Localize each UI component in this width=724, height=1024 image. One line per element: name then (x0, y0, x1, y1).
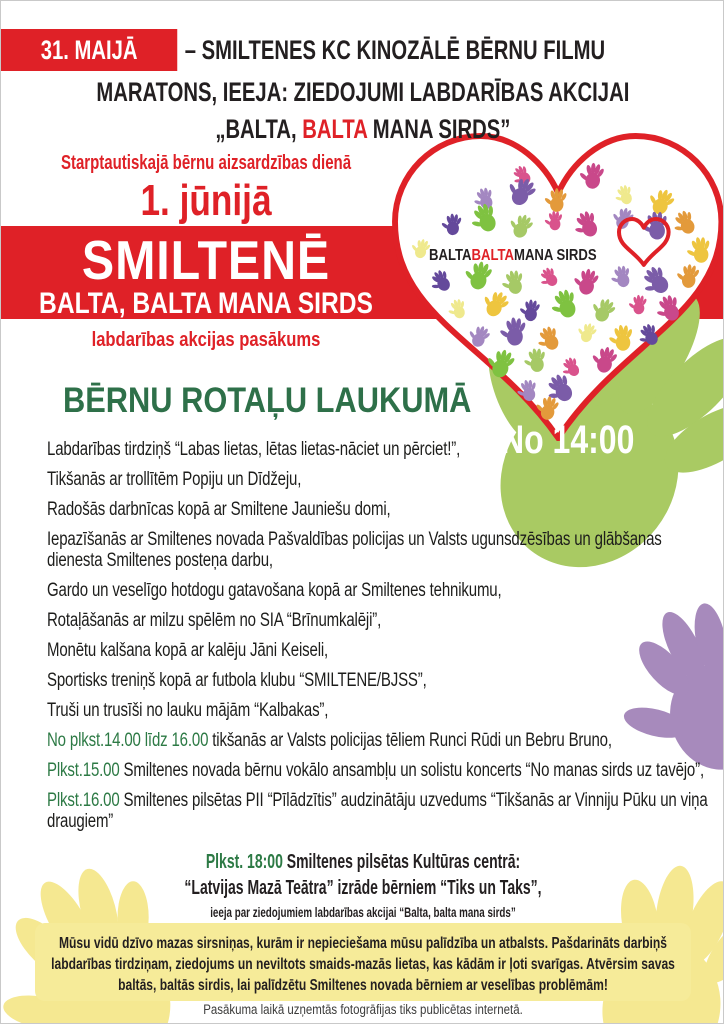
heart-label (429, 247, 597, 265)
heart-label-part3: MANA SIRDS (514, 247, 597, 264)
evening-line-3: ieeja par ziedojumiem labdarības akcijai “Balta, balta mana sirds” (210, 904, 516, 920)
activity-item (47, 640, 711, 661)
notice-text: Mūsu vidū dzīvo mazas sirsniņas, kurām ir nepieciešama mūsu palīdzība un atbalsts. Pašdarināts darbiņš labdarības tirdziņam, ziedojums un neviltots smaids-mazās lietas, kas kādām ir ļoti svarīgas. Atvērsim savas baltās, baltās sirdis, lai palīdzētu Smiltenes novada bērniem ar veselības problēmām! (51, 935, 675, 994)
activity-text: Smiltenes novada bērnu vokālo ansambļu un solistu koncerts “No manas sirds uz tavējo”, (119, 760, 704, 781)
activity-item (47, 499, 711, 520)
activity-text: Labdarības tirdziņš “Labas lietas, lētas lietas-nāciet un pērciet!”, (47, 439, 461, 460)
evening-venue: Smiltenes pilsētas Kultūras centrā: (282, 851, 521, 873)
activity-text: Gardo un veselīgo hotdogu gatavošana kopā ar Smiltenes tehnikumu, (47, 580, 502, 601)
header-line-1-text: – SMILTENES KC KINOZĀLĒ BĒRNU FILMU (184, 34, 606, 65)
activity-text: Tikšanās ar trollītēm Popiju un Dīdžeju, (47, 469, 302, 490)
heart-label-part1: BALTA (429, 247, 472, 264)
start-time-badge: No 14:00 (501, 418, 635, 462)
activity-item (47, 700, 711, 721)
footer-note: Pasākuma laikā uzņemtās fotogrāfijas tiks publicētas internetā. (203, 1002, 523, 1017)
activity-time: Plkst.16.00 (47, 790, 120, 811)
activity-item (47, 469, 711, 490)
activity-item (47, 580, 711, 601)
activity-item (47, 670, 711, 691)
evening-line-2: “Latvijas Mazā Teātra” izrāde bērniem “Tiks un Taks”, (184, 877, 542, 899)
activity-text: Sportisks treniņš kopā ar futbola klubu “SMILTENE/BJSS”, (47, 670, 427, 691)
playground-heading: BĒRNU ROTAĻU LAUKUMĀ (63, 381, 472, 420)
evening-time: Plkst. 18:00 (205, 851, 283, 873)
activity-text: Radošās darbnīcas kopā ar Smiltene Jauniešu domi, (47, 499, 391, 520)
activity-text: Truši un trusīši no lauku mājām “Kalbakas”, (47, 700, 329, 721)
header-line-1 (1, 29, 724, 71)
activities-list (47, 439, 711, 841)
activity-text: Rotaļāšanās ar milzu spēlēm no SIA “Brīnumkalēji”, (47, 610, 382, 631)
activity-text: Monētu kalšana kopā ar kalēju Jāni Keiseli, (47, 640, 329, 661)
heart-label-part2: BALTA (471, 247, 515, 264)
activity-item (47, 790, 711, 832)
activity-text: tikšanās ar Valsts policijas tēliem Runci Rūdi un Bebru Bruno, (208, 730, 612, 751)
activity-item (47, 439, 711, 460)
header-line-3 (1, 114, 724, 145)
header (1, 29, 724, 145)
header-line-3-red: BALTA (302, 114, 368, 144)
event-date: 1. jūnijā (140, 176, 272, 225)
activity-text: Iepazīšanās ar Smiltenes novada Pašvaldības policijas un Valsts ugunsdzēsības un glābšanas dienesta Smiltenes posteņa darbu, (47, 529, 662, 571)
banner-campaign: BALTA, BALTA MANA SIRDS (39, 287, 373, 320)
activity-item (47, 730, 711, 751)
notice-box (35, 923, 691, 1001)
header-line-3-post: MANA SIRDS” (367, 114, 511, 144)
tagline: labdarības akcijas pasākums (91, 329, 321, 351)
activity-time: Plkst.15.00 (47, 760, 120, 781)
header-line-2: MARATONS, IEEJA: ZIEDOJUMI LABDARĪBAS AKCIJAI (96, 77, 630, 107)
banner-city: SMILTENĒ (81, 229, 331, 291)
date-badge: 31. MAIJĀ (1, 29, 177, 71)
header-line-3-pre: „BALTA, (215, 114, 303, 144)
activity-text: Smiltenes pilsētas PII “Pīlādzītis” audzinātāju uzvedums “Tikšanās ar Vinniju Pūku un viņa draugiem” (47, 790, 708, 832)
activity-time: No plkst.14.00 līdz 16.00 (47, 730, 209, 751)
activity-item (47, 529, 711, 571)
occasion-line: Starptautiskajā bērnu aizsardzības dienā (60, 152, 352, 174)
activity-item (47, 760, 711, 781)
activity-item (47, 610, 711, 631)
evening-line-1 (110, 849, 617, 875)
evening-program (110, 849, 617, 921)
